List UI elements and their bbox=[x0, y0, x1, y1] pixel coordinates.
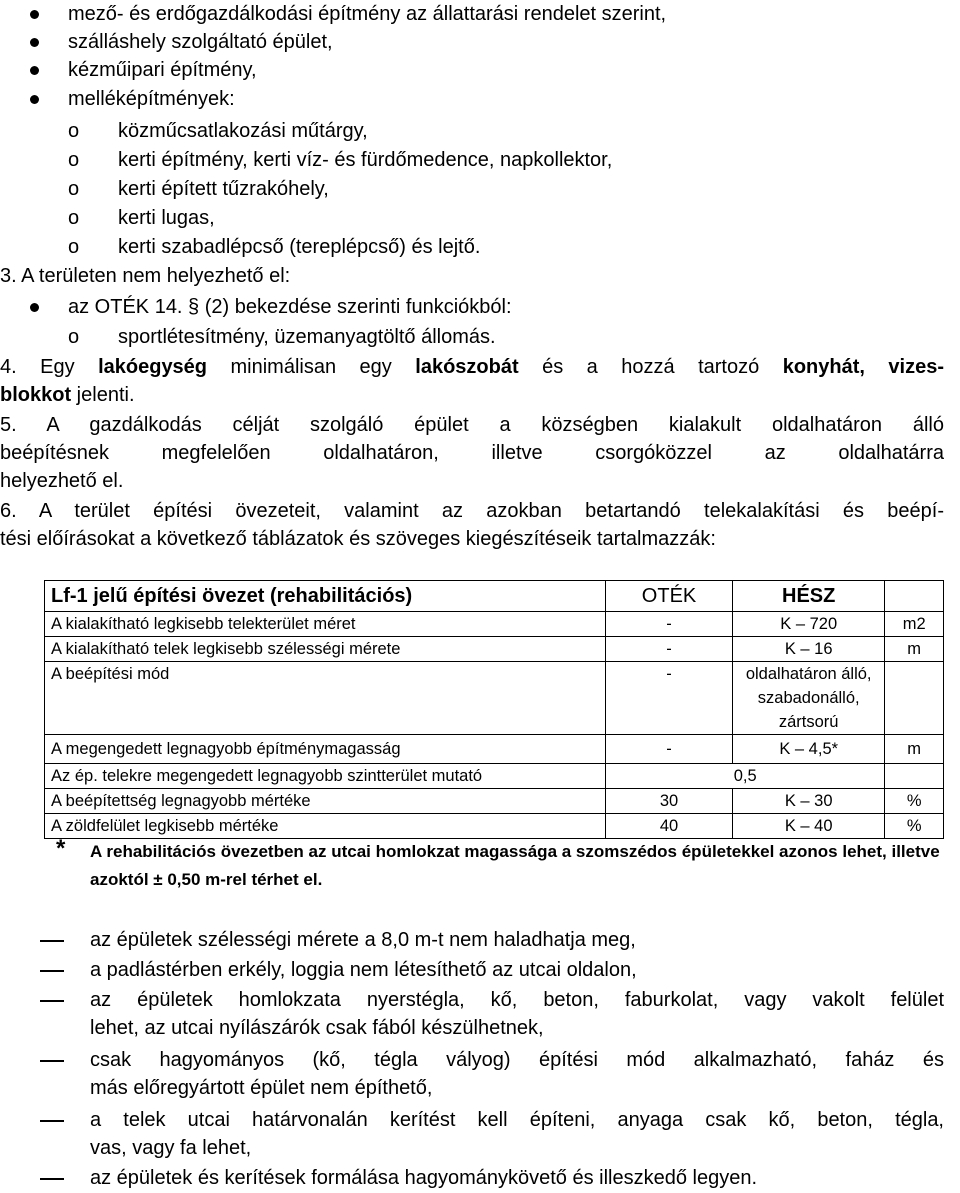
bullet-icon bbox=[30, 303, 39, 312]
sub-list-item: o kerti szabadlépcső (tereplépcső) és lejtő. bbox=[0, 233, 960, 261]
bullet-icon bbox=[30, 95, 39, 104]
section-5-line-2: beépítésnek megfelelően oldalhatáron, illetve csorgóközzel az oldalhatárra bbox=[0, 442, 944, 464]
dash-list-item: az épületek és kerítések formálása hagyománykövető és illeszkedő legyen. bbox=[0, 1164, 960, 1192]
bullet-icon bbox=[30, 38, 39, 47]
zoning-table bbox=[44, 580, 944, 839]
table-row: A kialakítható telek legkisebb szélességi mérete - K – 16 m bbox=[45, 637, 944, 662]
table-row: A beépítési mód - oldalhatáron álló, szabadonálló, zártsorú bbox=[45, 662, 944, 735]
table-row: Az ép. telekre megengedett legnagyobb szintterület mutató 0,5 bbox=[45, 764, 944, 789]
table-row: A megengedett legnagyobb építménymagasság - K – 4,5* m bbox=[45, 735, 944, 764]
dash-icon bbox=[40, 940, 64, 942]
circle-bullet-icon: o bbox=[68, 178, 80, 200]
list-item: kézműipari építmény, bbox=[0, 56, 960, 84]
dash-icon bbox=[40, 1000, 64, 1002]
circle-bullet-icon: o bbox=[68, 326, 80, 348]
table-row: A beépítettség legnagyobb mértéke 30 K – 30 % bbox=[45, 789, 944, 814]
dash-list-item: a padlástérben erkély, loggia nem létesíthető az utcai oldalon, bbox=[0, 956, 960, 984]
dash-list-item-continued: lehet, az utcai nyílászárók csak fából készülhetnek, bbox=[90, 1017, 544, 1039]
circle-bullet-icon: o bbox=[68, 236, 80, 258]
sub-list-item: o közműcsatlakozási műtárgy, bbox=[0, 117, 960, 145]
dash-list-item: a telek utcai határvonalán kerítést kell építeni, anyaga csak kő, beton, tégla, bbox=[90, 1109, 944, 1131]
circle-bullet-icon: o bbox=[68, 120, 80, 142]
table-row: A zöldfelület legkisebb mértéke 40 K – 40 % bbox=[45, 814, 944, 839]
section-6-line-2: tési előírásokat a következő táblázatok és szöveges kiegészítéseik tartalmazzák: bbox=[0, 528, 716, 550]
list-item: az OTÉK 14. § (2) bekezdése szerinti funkciókból: bbox=[0, 293, 960, 321]
footnote-text: A rehabilitációs övezetben az utcai homlokzat magassága a szomszédos épületekkel azonos lehet, illetve azoktól ± 0,50 m-rel térhet el. bbox=[90, 842, 940, 889]
section-5-line-1: 5. A gazdálkodás célját szolgáló épület a községben kialakult oldalhatáron álló bbox=[0, 414, 944, 436]
bullet-icon bbox=[30, 10, 39, 19]
list-item: mező- és erdőgazdálkodási építmény az állattarási rendelet szerint, bbox=[0, 0, 960, 28]
dash-list-item: az épületek szélességi mérete a 8,0 m-t nem haladhatja meg, bbox=[0, 926, 960, 954]
section-4-line-1: 4. Egy lakóegység minimálisan egy lakószobát és a hozzá tartozó konyhát, vizes- bbox=[0, 356, 944, 378]
table-header-row: Lf-1 jelű építési övezet (rehabilitációs) OTÉK HÉSZ bbox=[45, 581, 944, 612]
bullet-icon bbox=[30, 66, 39, 75]
dash-list-item-continued: más előregyártott épület nem építhető, bbox=[90, 1077, 433, 1099]
section-3-heading: 3. A területen nem helyezhető el: bbox=[0, 265, 291, 287]
dash-list-item-continued: vas, vagy fa lehet, bbox=[90, 1137, 252, 1159]
sub-list-item: o kerti lugas, bbox=[0, 204, 960, 232]
dash-icon bbox=[40, 970, 64, 972]
dash-list-item: az épületek homlokzata nyerstégla, kő, beton, faburkolat, vagy vakolt felület bbox=[90, 989, 944, 1011]
dash-icon bbox=[40, 1178, 64, 1180]
sub-list-item: o sportlétesítmény, üzemanyagtöltő állomás. bbox=[0, 323, 960, 351]
section-6-line-1: 6. A terület építési övezeteit, valamint az azokban betartandó telekalakítási és beépí- bbox=[0, 500, 944, 522]
list-item: melléképítmények: bbox=[0, 85, 960, 113]
circle-bullet-icon: o bbox=[68, 207, 80, 229]
list-item: szálláshely szolgáltató épület, bbox=[0, 28, 960, 56]
sub-list-item: o kerti épített tűzrakóhely, bbox=[0, 175, 960, 203]
dash-list-item: csak hagyományos (kő, tégla vályog) építési mód alkalmazható, faház és bbox=[90, 1049, 944, 1071]
dash-icon bbox=[40, 1060, 64, 1062]
circle-bullet-icon: o bbox=[68, 149, 80, 171]
table-row: A kialakítható legkisebb telekterület méret - K – 720 m2 bbox=[45, 612, 944, 637]
sub-list-item: o kerti építmény, kerti víz- és fürdőmedence, napkollektor, bbox=[0, 146, 960, 174]
footnote-marker: * bbox=[56, 835, 66, 862]
dash-icon bbox=[40, 1120, 64, 1122]
section-4-line-2: blokkot jelenti. bbox=[0, 384, 135, 406]
section-5-line-3: helyezhető el. bbox=[0, 470, 124, 492]
